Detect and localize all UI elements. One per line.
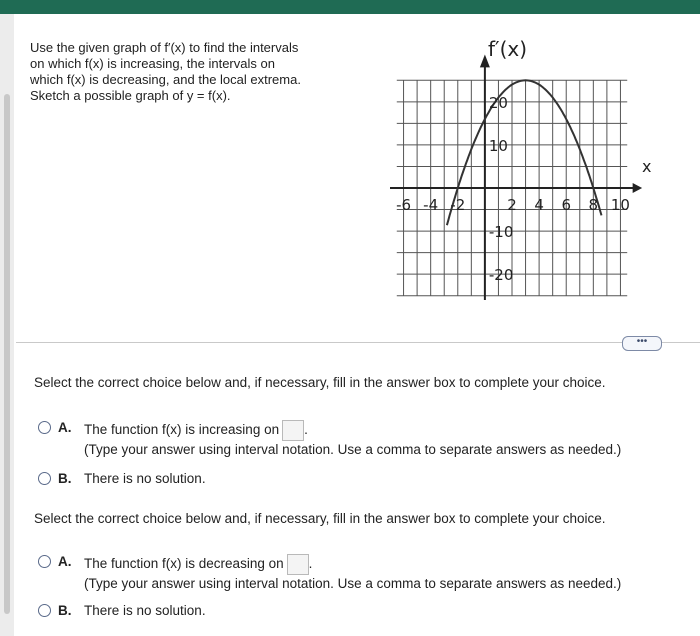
- graph-axes: [390, 54, 642, 300]
- part2-option-b-letter: B.: [58, 603, 72, 618]
- y-tick-label: 10: [488, 136, 508, 155]
- question-line-3: which f(x) is decreasing, and the local extrema.: [30, 72, 301, 87]
- graph-labels: [488, 37, 651, 176]
- part2-option-b-text: There is no solution.: [84, 603, 206, 618]
- part1-option-a-hint: (Type your answer using interval notation. Use a comma to separate answers as needed.): [84, 442, 622, 457]
- x-axis-arrow: [633, 183, 642, 193]
- x-tick-label: -2: [450, 196, 466, 214]
- y-tick-label: -10: [488, 223, 514, 242]
- part1-option-b-radio[interactable]: [38, 472, 51, 485]
- x-tick-label: -4: [423, 196, 439, 214]
- part2-option-a-hint: (Type your answer using interval notation. Use a comma to separate answers as needed.): [84, 576, 622, 591]
- part1-option-a-radio[interactable]: [38, 421, 51, 434]
- part1-option-a-letter: A.: [58, 420, 72, 435]
- part2-option-b-radio[interactable]: [38, 604, 51, 617]
- x-tick-label: 4: [534, 196, 544, 214]
- y-tick-label: -20: [488, 266, 514, 285]
- part1-option-b-letter: B.: [58, 471, 72, 486]
- scrollbar-thumb[interactable]: [4, 94, 10, 614]
- part2-option-a-text: The function f(x) is decreasing on: [84, 556, 284, 572]
- function-label: f′(x): [488, 37, 528, 61]
- top-header-bar: [0, 0, 700, 14]
- part2-option-a-letter: A.: [58, 554, 72, 569]
- scrollbar[interactable]: [0, 14, 14, 636]
- question-line-1: Use the given graph of f′(x) to find the intervals: [30, 40, 299, 55]
- x-tick-label: 8: [588, 196, 599, 214]
- increasing-answer-box[interactable]: [282, 420, 304, 441]
- decreasing-answer-box[interactable]: [287, 554, 309, 575]
- x-axis-label: x: [642, 157, 652, 176]
- more-options-button[interactable]: •••: [622, 336, 662, 351]
- derivative-graph: [368, 32, 668, 307]
- x-tick-label: 2: [507, 196, 517, 214]
- part1-option-a-text-wrap: The function f(x) is increasing on .: [84, 420, 308, 441]
- x-tick-labels: [396, 196, 630, 214]
- part2-option-a-text-wrap: The function f(x) is decreasing on .: [84, 554, 312, 575]
- question-line-2: on which f(x) is increasing, the intervals on: [30, 56, 275, 71]
- x-tick-label: -6: [396, 196, 412, 214]
- part1-option-a-text: The function f(x) is increasing on: [84, 422, 280, 438]
- y-tick-label: 20: [488, 93, 508, 112]
- x-tick-label: 6: [561, 196, 571, 214]
- part1-prompt: Select the correct choice below and, if necessary, fill in the answer box to complete your choice.: [34, 375, 606, 390]
- x-tick-label: 10: [610, 196, 630, 214]
- question-text: [30, 40, 360, 104]
- question-line-4: Sketch a possible graph of y = f(x).: [30, 88, 231, 103]
- part2-prompt: Select the correct choice below and, if necessary, fill in the answer box to complete your choice.: [34, 511, 606, 526]
- section-divider: [16, 342, 700, 343]
- part1-option-b-text: There is no solution.: [84, 471, 206, 486]
- part2-option-a-radio[interactable]: [38, 555, 51, 568]
